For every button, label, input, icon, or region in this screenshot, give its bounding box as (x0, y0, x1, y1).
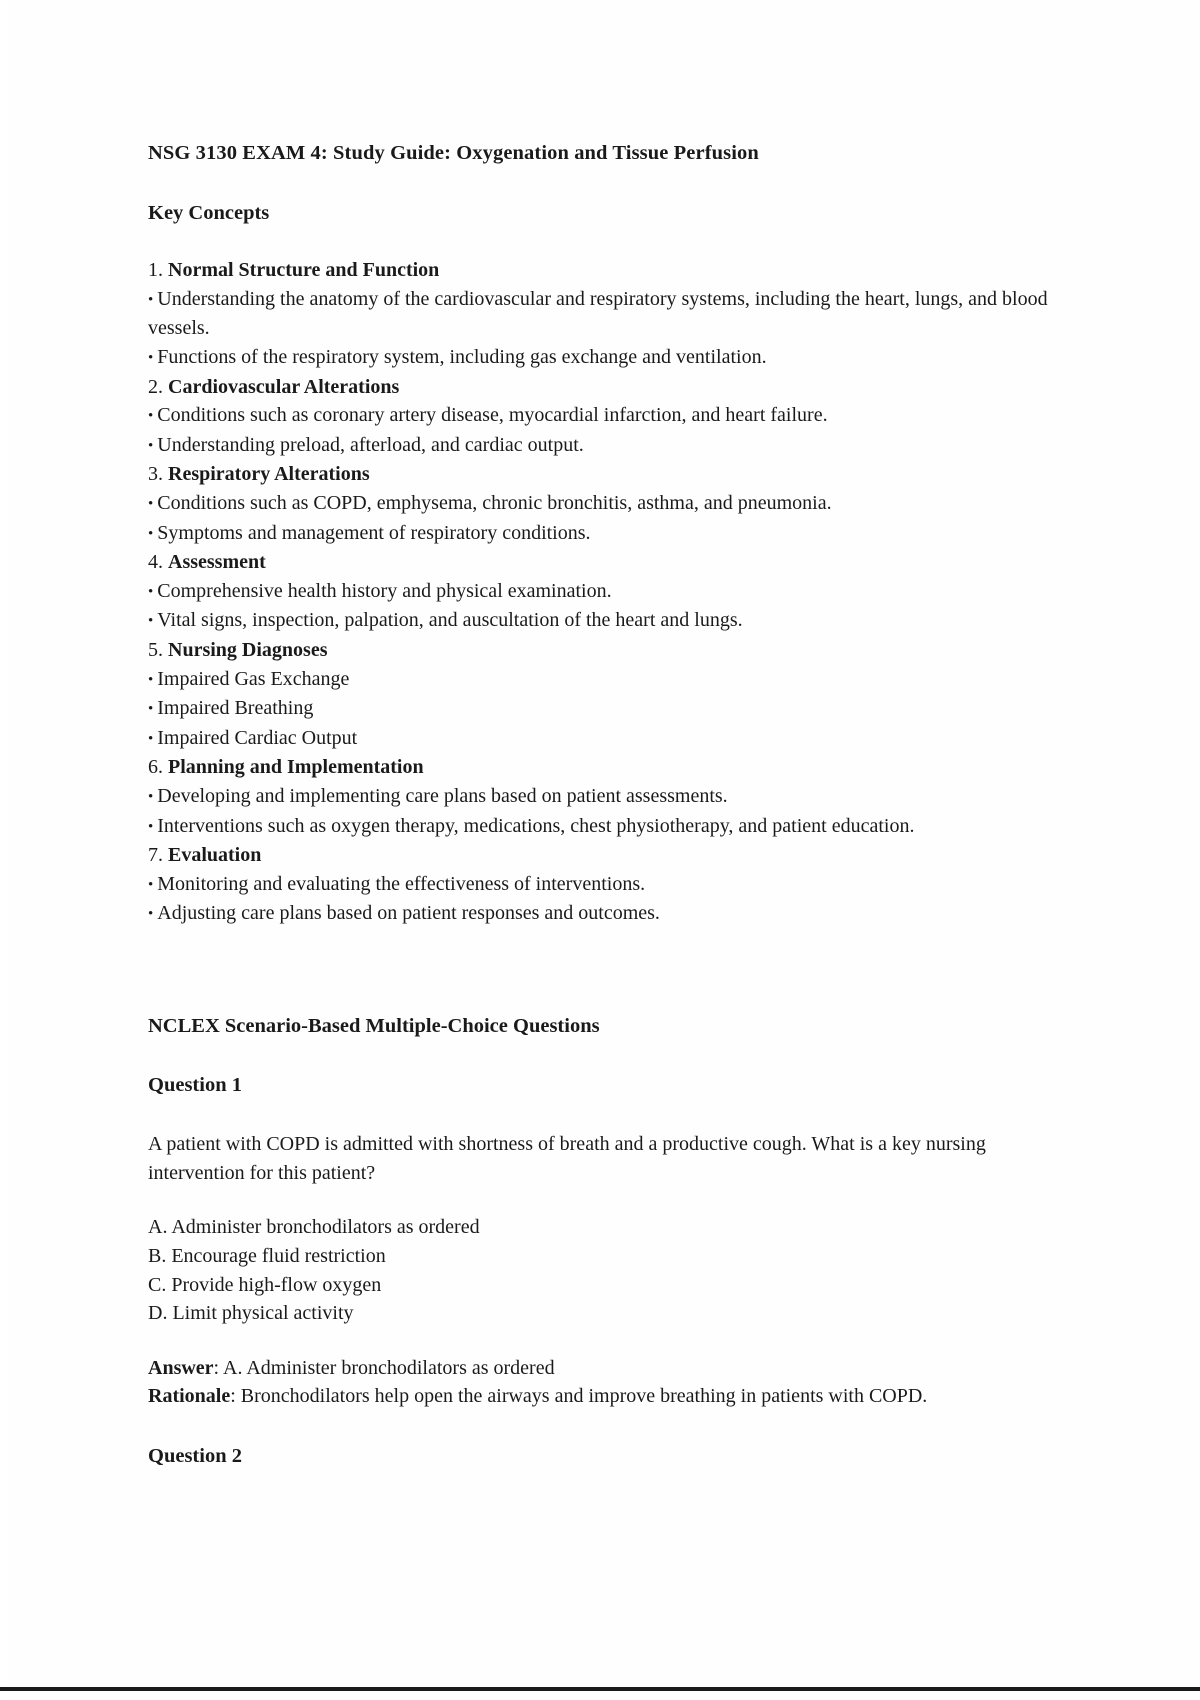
rationale-label: Rationale (148, 1385, 231, 1408)
bullet-text: Conditions such as COPD, emphysema, chronic bronchitis, asthma, and pneumonia. (157, 492, 832, 515)
concept-item-heading (148, 256, 1078, 285)
bullet-item (148, 724, 1078, 754)
question-1-rationale (148, 1382, 1078, 1411)
concept-item-heading (148, 841, 1078, 870)
bullet-text: Understanding preload, afterload, and cardiac output. (157, 433, 584, 456)
bullet-text: Comprehensive health history and physical examination. (157, 579, 612, 602)
concept-item-heading (148, 373, 1078, 402)
concept-number: 6. (148, 756, 163, 779)
concept-label: Nursing Diagnoses (168, 639, 328, 661)
concept-number: 5. (148, 639, 163, 661)
bullet-item (148, 606, 1078, 636)
bullet-dot-icon: • (148, 408, 154, 425)
concept-item-heading (148, 548, 1078, 577)
bullet-dot-icon: • (148, 613, 154, 630)
bullet-item (148, 489, 1078, 519)
question-1-choice-d: D. Limit physical activity (148, 1302, 354, 1325)
concept-number: 7. (148, 844, 163, 867)
bullet-dot-icon: • (148, 730, 154, 747)
footer-divider (0, 1687, 1200, 1691)
bullet-item (148, 343, 1078, 373)
concept-number: 2. (148, 375, 163, 398)
concept-label: Normal Structure and Function (168, 259, 440, 282)
question-2-heading: Question 2 (148, 1444, 242, 1467)
concept-number: 4. (148, 551, 163, 574)
spacer (148, 1411, 1078, 1443)
question-1-choice-b: B. Encourage fluid restriction (148, 1245, 386, 1267)
bullet-item (148, 812, 1078, 842)
bullet-item (148, 519, 1078, 549)
answer-text: : A. Administer bronchodilators as ordered (213, 1356, 555, 1379)
question-1-stem: A patient with COPD is admitted with shortness of breath and a productive cough. What is a key nursing intervention for this patient? (148, 1133, 986, 1184)
bullet-text: Interventions such as oxygen therapy, medications, chest physiotherapy, and patient education. (157, 814, 915, 837)
bullet-dot-icon: • (148, 701, 154, 718)
question-1-choice-a: A. Administer bronchodilators as ordered (148, 1216, 480, 1239)
bullet-dot-icon: • (148, 525, 154, 542)
bullet-dot-icon: • (148, 788, 154, 805)
bullet-dot-icon: • (148, 496, 154, 513)
bullet-text: Impaired Cardiac Output (157, 726, 358, 749)
question-1-heading: Question 1 (148, 1073, 242, 1096)
bullet-item (148, 899, 1078, 929)
bullet-dot-icon: • (148, 876, 154, 893)
page-title: NSG 3130 EXAM 4: Study Guide: Oxygenation and Tissue Perfusion (148, 142, 759, 164)
bullet-dot-icon: • (148, 350, 154, 367)
bullet-dot-icon: • (148, 291, 154, 308)
concept-label: Planning and Implementation (168, 756, 424, 779)
page-left-edge (0, 0, 8, 1700)
concept-label: Assessment (168, 551, 266, 574)
bullet-text: Developing and implementing care plans based on patient assessments. (157, 784, 728, 807)
question-1-answer (148, 1354, 1078, 1383)
bullet-item (148, 577, 1078, 607)
concept-label: Cardiovascular Alterations (168, 375, 400, 398)
bullet-dot-icon: • (148, 583, 154, 600)
spacer (148, 1328, 1078, 1354)
bullet-text: Adjusting care plans based on patient responses and outcomes. (157, 902, 660, 925)
key-concepts-heading: Key Concepts (148, 201, 270, 224)
concept-label: Evaluation (168, 844, 262, 867)
spacer (148, 226, 1078, 256)
bullet-dot-icon: • (148, 906, 154, 923)
bullet-item (148, 870, 1078, 900)
spacer (148, 1098, 1078, 1130)
bullet-text: Functions of the respiratory system, including gas exchange and ventilation. (157, 346, 767, 369)
concept-label: Respiratory Alterations (168, 463, 370, 486)
bullet-item (148, 401, 1078, 431)
concept-number: 1. (148, 259, 163, 282)
bullet-dot-icon: • (148, 671, 154, 688)
bullet-item (148, 431, 1078, 461)
concept-item-heading (148, 753, 1078, 782)
bullet-item (148, 665, 1078, 695)
document-content (148, 140, 1078, 1470)
bullet-text: Understanding the anatomy of the cardiovascular and respiratory systems, including the heart, lungs, and blood vessels. (148, 287, 1048, 340)
bullet-text: Impaired Gas Exchange (157, 667, 350, 690)
answer-label: Answer (148, 1356, 214, 1379)
bullet-text: Impaired Breathing (157, 697, 314, 720)
spacer (148, 929, 1078, 1013)
bullet-text: Monitoring and evaluating the effectiveness of interventions. (157, 872, 646, 895)
spacer (148, 1187, 1078, 1213)
rationale-text: : Bronchodilators help open the airways and improve breathing in patients with COPD. (230, 1385, 928, 1408)
question-1-choice-c: C. Provide high-flow oxygen (148, 1273, 382, 1296)
bullet-dot-icon: • (148, 437, 154, 454)
bullet-dot-icon: • (148, 818, 154, 835)
bullet-text: Symptoms and management of respiratory conditions. (157, 521, 591, 544)
concept-item-heading (148, 636, 1078, 665)
concept-item-heading (148, 460, 1078, 489)
nclex-heading: NCLEX Scenario-Based Multiple-Choice Questions (148, 1014, 600, 1037)
bullet-text: Conditions such as coronary artery disease, myocardial infarction, and heart failure. (157, 404, 828, 427)
spacer (148, 1040, 1078, 1072)
bullet-item (148, 694, 1078, 724)
bullet-item (148, 285, 1078, 343)
bullet-text: Vital signs, inspection, palpation, and auscultation of the heart and lungs. (157, 609, 743, 632)
bullet-item (148, 782, 1078, 812)
concept-number: 3. (148, 463, 163, 486)
